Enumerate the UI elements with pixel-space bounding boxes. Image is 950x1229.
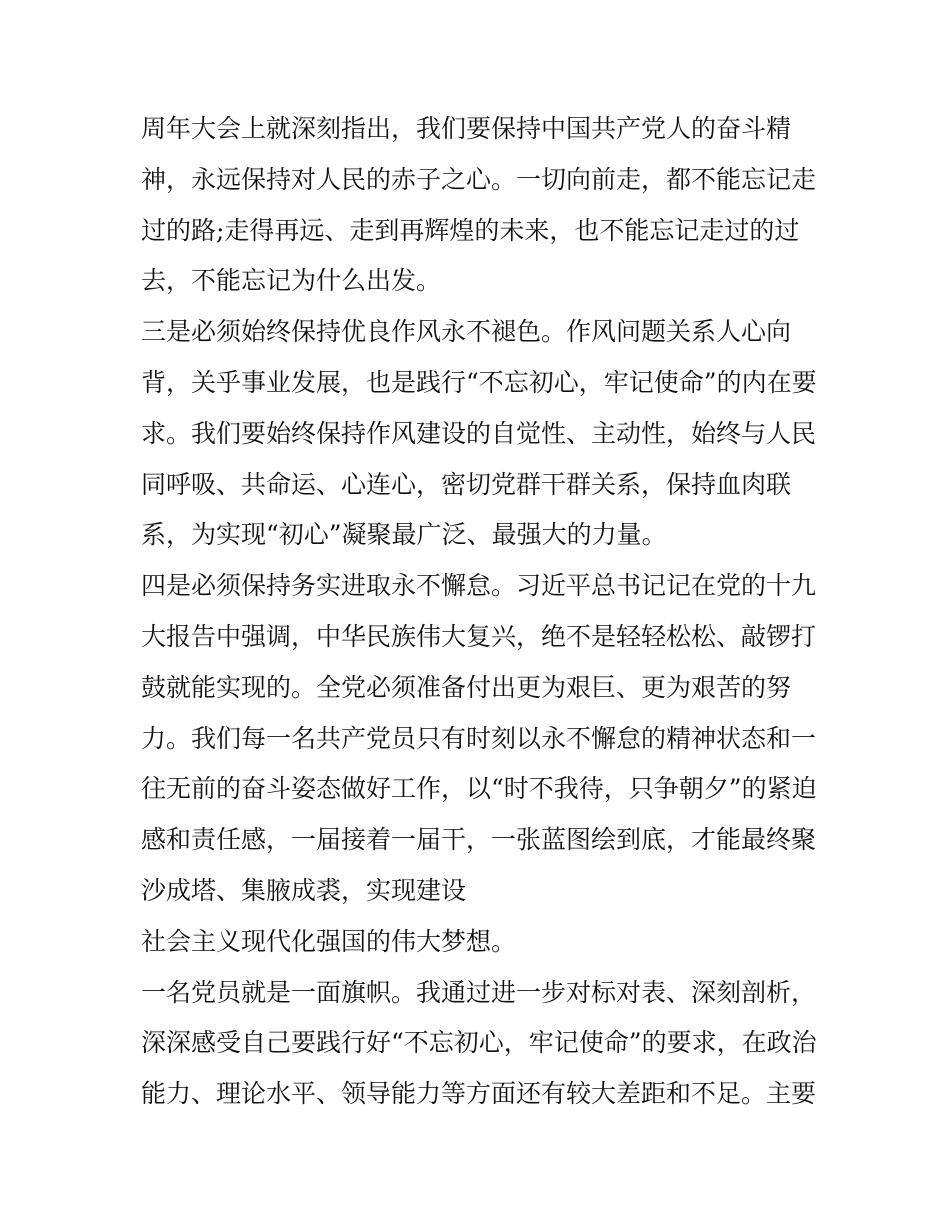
- text-line-14: 往无前的奋斗姿态做好工作，以“时不我待，只争朝夕”的紧迫: [141, 774, 817, 804]
- text-line-19: 深深感受自己要践行好“不忘初心，牢记使命”的要求，在政治: [141, 1028, 817, 1058]
- text-line-12: 鼓就能实现的。全党必须准备付出更为艰巨、更为艰苦的努: [141, 672, 792, 702]
- text-line-4: 去，不能忘记为什么出发。: [141, 266, 442, 296]
- text-line-8: 同呼吸、共命运、心连心，密切党群干群关系，保持血肉联: [141, 469, 792, 499]
- text-line-2: 神，永远保持对人民的赤子之心。一切向前走，都不能忘记走: [141, 164, 817, 194]
- text-line-5: 三是必须始终保持优良作风永不褪色。作风问题关系人心向: [141, 317, 792, 347]
- text-line-10: 四是必须保持务实进取永不懈怠。习近平总书记记在党的十九: [141, 571, 817, 601]
- body-text: [141, 104, 821, 1120]
- text-line-7: 求。我们要始终保持作风建设的自觉性、主动性，始终与人民: [141, 418, 817, 448]
- text-line-16: 沙成塔、集腋成裘，实现建设: [141, 875, 467, 905]
- text-line-11: 大报告中强调，中华民族伟大复兴，绝不是轻轻松松、敲锣打: [141, 621, 817, 651]
- text-line-1: 周年大会上就深刻指出，我们要保持中国共产党人的奋斗精: [141, 114, 792, 143]
- text-line-9: 系，为实现“初心”凝聚最广泛、最强大的力量。: [141, 520, 667, 550]
- text-line-13: 力。我们每一名共产党员只有时刻以永不懈怠的精神状态和一: [141, 723, 817, 753]
- text-line-6: 背，关乎事业发展，也是践行“不忘初心，牢记使命”的内在要: [141, 367, 817, 397]
- text-line-18: 一名党员就是一面旗帜。我通过进一步对标对表、深刻剖析，: [141, 977, 817, 1007]
- text-line-20: 能力、理论水平、领导能力等方面还有较大差距和不足。主要: [141, 1079, 817, 1109]
- text-line-15: 感和责任感，一届接着一届干，一张蓝图绘到底，才能最终聚: [141, 825, 817, 855]
- text-line-17: 社会主义现代化强国的伟大梦想。: [141, 926, 517, 956]
- text-line-3: 过的路;走得再远、走到再辉煌的未来，也不能忘记走过的过: [141, 215, 800, 245]
